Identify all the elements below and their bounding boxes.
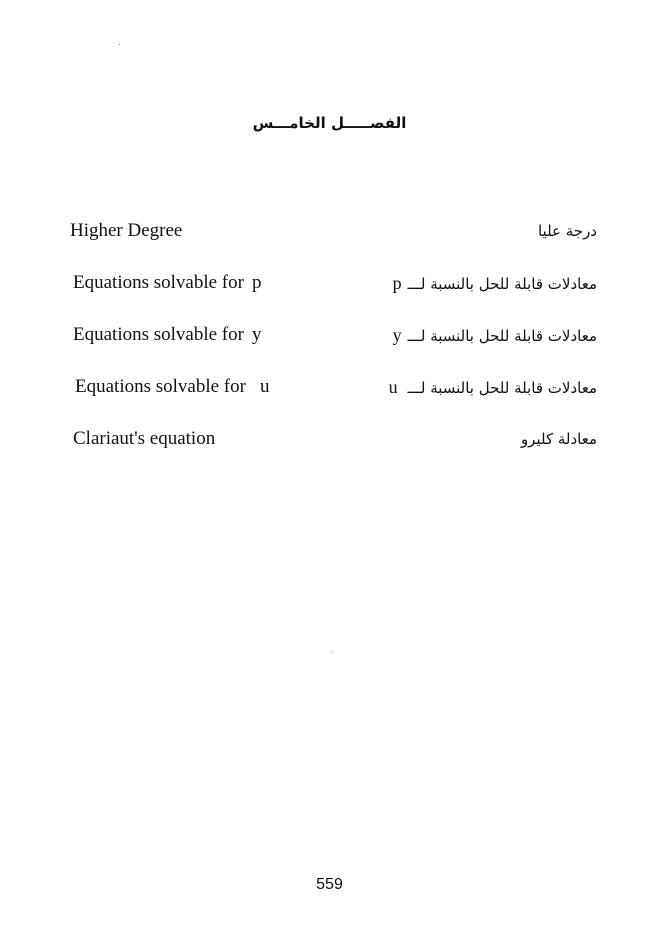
arabic-term (393, 268, 597, 299)
arabic-term (389, 372, 597, 403)
arabic-variable: u (388, 377, 398, 397)
english-variable: p (251, 272, 262, 293)
glossary-row-solvable-for-u (0, 372, 659, 402)
arabic-term-text: معادلات قابلة للحل بالنسبة لـــ (407, 379, 597, 397)
english-term (73, 320, 261, 350)
english-term (70, 216, 182, 246)
english-term-text: Equations solvable for (73, 324, 244, 345)
arabic-term-text: معادلة كليرو (520, 430, 597, 448)
glossary-row-solvable-for-p (0, 268, 659, 298)
glossary-row-solvable-for-y (0, 320, 659, 350)
english-term-text: Equations solvable for (73, 272, 244, 293)
chapter-title: الفصـــــل الخامـــس (252, 114, 407, 132)
glossary-row-clairaut-equation (0, 424, 659, 454)
english-term-text: Clariaut's equation (73, 428, 216, 449)
arabic-term (393, 320, 597, 351)
english-term (75, 372, 269, 402)
english-variable: y (251, 324, 262, 345)
arabic-term-text: درجة عليا (537, 222, 597, 240)
scan-speck (119, 44, 120, 45)
arabic-term (538, 216, 597, 246)
arabic-variable: p (392, 273, 402, 293)
glossary-row-higher-degree (0, 216, 659, 246)
english-term-text: Higher Degree (70, 220, 183, 241)
arabic-term (521, 424, 597, 454)
english-term-text: Equations solvable for (75, 376, 246, 397)
english-variable: u (259, 376, 270, 397)
page-number: 559 (316, 876, 343, 893)
arabic-term-text: معادلات قابلة للحل بالنسبة لـــ (407, 327, 597, 345)
arabic-variable: y (392, 325, 402, 345)
english-term (73, 424, 215, 454)
scan-speck (331, 651, 332, 652)
english-term (73, 268, 261, 298)
arabic-term-text: معادلات قابلة للحل بالنسبة لـــ (407, 275, 597, 293)
